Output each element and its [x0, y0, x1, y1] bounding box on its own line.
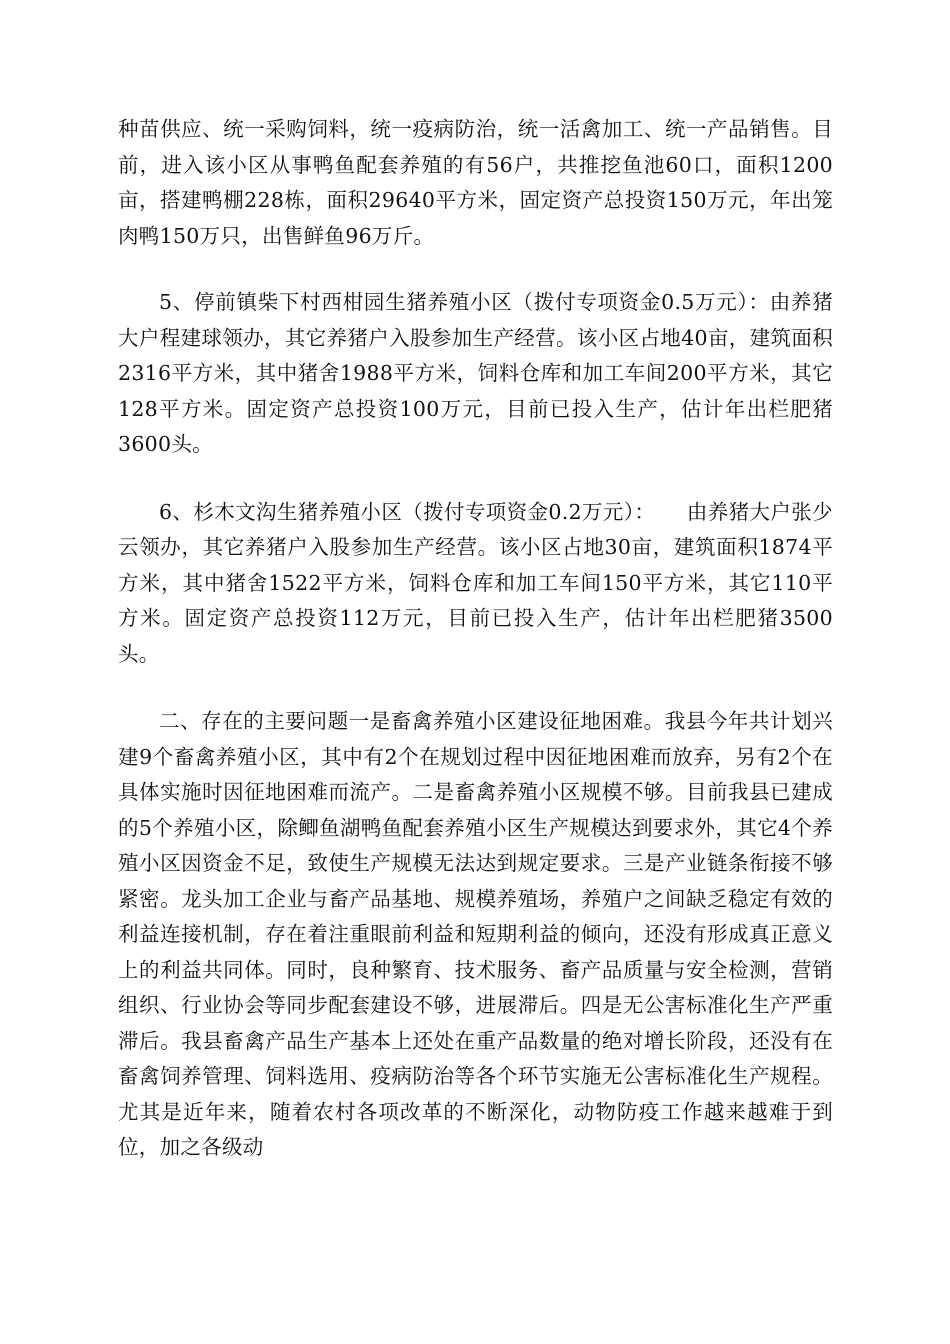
paragraph-section-2-problems: 二、存在的主要问题一是畜禽养殖小区建设征地困难。我县今年共计划兴建9个畜禽养殖小区，其中有2个在规划过程中因征地困难而放弃，另有2个在具体实施时因征地困难而流产。二是畜禽养殖小区规模不够。目前我县已建成的5个养殖小区，除鲫鱼湖鸭鱼配套养殖小区生产规模达到要求外，其它4个养殖小区因资金不足，致使生产规模无法达到规定要求。三是产业链条衔接不够紧密。龙头加工企业与畜产品基地、规模养殖场，养殖户之间缺乏稳定有效的利益连接机制，存在着注重眼前利益和短期利益的倾向，还没有形成真正意义上的利益共同体。同时，良种繁育、技术服务、畜产品质量与安全检测，营销组织、行业协会等同步配套建设不够，进展滞后。四是无公害标准化生产严重滞后。我县畜禽产品生产基本上还处在重产品数量的绝对增长阶段，还没有在畜禽饲养管理、饲料选用、疫病防治等各个环节实施无公害标准化生产规程。尤其是近年来，随着农村各项改革的不断深化，动物防疫工作越来越难于到位，加之各级动 [118, 709, 833, 1159]
paragraph-item-5: 5、停前镇柴下村西柑园生猪养殖小区（拨付专项资金0.5万元）：由养猪大户程建球领办，其它养猪户入股参加生产经营。该小区占地40亩，建筑面积2316平方米，其中猪舍1988平方米，饲料仓库和加工车间200平方米，其它128平方米。固定资产总投资100万元，目前已投入生产，估计年出栏肥猪3600头。 [118, 290, 833, 456]
paragraph-continuation: 种苗供应、统一采购饲料，统一疫病防治，统一活禽加工、统一产品销售。目前，进入该小区从事鸭鱼配套养殖的有56户，共推挖鱼池60口，面积1200亩，搭建鸭棚228栋，面积29640平方米，固定资产总投资150万元，年出笼肉鸭150万只，出售鲜鱼96万斤。 [118, 117, 833, 248]
paragraph-item-6: 6、杉木文沟生猪养殖小区（拨付专项资金0.2万元）： 由养猪大户张少云领办，其它养猪户入股参加生产经营。该小区占地30亩，建筑面积1874平方米，其中猪舍1522平方米，饲料仓库和加工车间150平方米，其它110平方米。固定资产总投资112万元，目前已投入生产，估计年出栏肥猪3500头。 [118, 499, 833, 666]
document-page [118, 112, 833, 1166]
